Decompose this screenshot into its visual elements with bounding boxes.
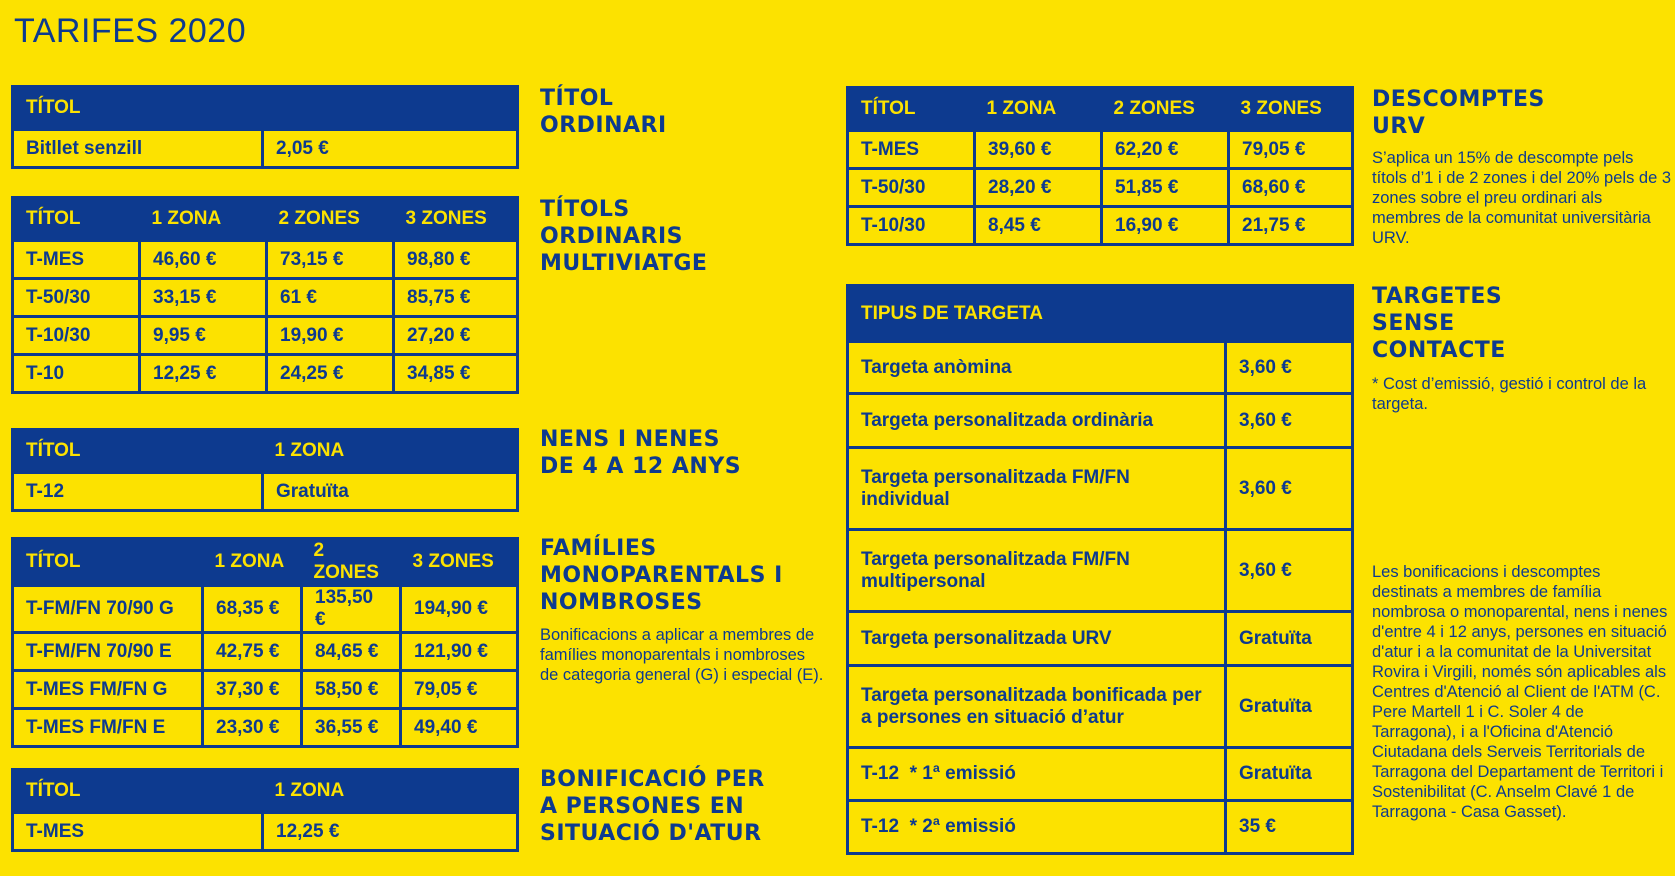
- footer-note: Les bonificacions i descomptes destinats a membres de família nombrosa o monoparental, nens i nenes d'entre 4 i 12 anys, persones en situació d'atur i a la comunitat de la Universitat Rovira i Virgili, només són aplicables als Centres d'Atenció al Client de l'ATM (C. Pere Martell 1 i C. Soler 4 de Tarragona), i a l'Oficina d'Atenció Ciutadana dels Serveis Territorials de Tarragona del Departament de Territori i Sostenibilitat (C. Anselm Clavé 1 de Tarragona - Casa Gasset).: [1372, 563, 1668, 821]
- table-row: Targeta personalitzada URV Gratuïta: [848, 612, 1353, 666]
- ordinari-table: [11, 85, 519, 169]
- table-header: TÍTOL: [13, 198, 140, 241]
- table-header: 1 ZONA: [140, 198, 267, 241]
- table-header: 2 ZONES: [302, 539, 401, 586]
- urv-heading: DESCOMPTES URV: [1372, 87, 1545, 139]
- targetes-heading: TARGETES SENSE CONTACTE: [1372, 284, 1506, 363]
- table-row: Targeta personalitzada FM/FN individual 3,60 €: [848, 448, 1353, 530]
- table-header: 1 ZONA: [203, 539, 302, 586]
- families-table: [11, 537, 519, 748]
- table-header: 3 ZONES: [1229, 88, 1353, 131]
- urv-description: S’aplica un 15% de descompte pels títols d’1 i de 2 zones i del 20% pels de 3 zones sobre el preu ordinari als membres de la comunitat universitària URV.: [1372, 149, 1672, 247]
- page-title: TARIFES 2020: [14, 12, 247, 50]
- table-row: Targeta personalitzada bonificada per a persones en situació d’atur Gratuïta: [848, 666, 1353, 748]
- multiviatge-table: [11, 196, 519, 394]
- table-row: T-50/30 28,20 € 51,85 € 68,60 €: [848, 169, 1353, 207]
- table-row: T-12 * 1ª emissió Gratuïta: [848, 748, 1353, 801]
- table-header: 1 ZONA: [263, 430, 518, 473]
- table-row: T-MES 12,25 €: [13, 813, 518, 851]
- table-header: 1 ZONA: [263, 770, 518, 813]
- families-heading: FAMÍLIES MONOPARENTALS I NOMBROSES: [540, 536, 783, 615]
- table-row: T-10/30 9,95 € 19,90 € 27,20 €: [13, 317, 518, 355]
- multiviatge-heading: TÍTOLS ORDINARIS MULTIVIATGE: [540, 197, 708, 276]
- table-header: TÍTOL: [848, 88, 975, 131]
- table-row: Bitllet senzill 2,05 €: [13, 130, 518, 168]
- table-header: 2 ZONES: [1102, 88, 1229, 131]
- atur-heading: BONIFICACIÓ PER A PERSONES EN SITUACIÓ D'ATUR: [540, 767, 765, 846]
- table-row: T-MES 46,60 € 73,15 € 98,80 €: [13, 241, 518, 279]
- table-row: T-12 * 2ª emissió 35 €: [848, 801, 1353, 854]
- table-row: T-10 12,25 € 24,25 € 34,85 €: [13, 355, 518, 393]
- urv-table: [846, 86, 1354, 246]
- table-row: Targeta anòmina 3,60 €: [848, 342, 1353, 394]
- table-header: 3 ZONES: [401, 539, 518, 586]
- table-row: T-MES FM/FN G 37,30 € 58,50 € 79,05 €: [13, 671, 518, 709]
- ordinari-heading: TÍTOL ORDINARI: [540, 86, 667, 138]
- table-header: 3 ZONES: [394, 198, 518, 241]
- table-header: 2 ZONES: [267, 198, 394, 241]
- table-header: TÍTOL: [13, 430, 263, 473]
- targetes-note: * Cost d’emissió, gestió i control de la targeta.: [1372, 375, 1647, 413]
- table-row: T-MES FM/FN E 23,30 € 36,55 € 49,40 €: [13, 709, 518, 747]
- table-row: T-50/30 33,15 € 61 € 85,75 €: [13, 279, 518, 317]
- table-header: TÍTOL: [13, 87, 518, 130]
- families-description: Bonificacions a aplicar a membres de famílies monoparentals i nombroses de categoria general (G) i especial (E).: [540, 626, 824, 684]
- table-header: TIPUS DE TARGETA: [848, 286, 1353, 342]
- table-header: TÍTOL: [13, 539, 203, 586]
- table-row: T-FM/FN 70/90 G 68,35 € 135,50 € 194,90 €: [13, 586, 518, 633]
- nens-table: [11, 428, 519, 512]
- table-row: Targeta personalitzada FM/FN multipersonal 3,60 €: [848, 530, 1353, 612]
- table-header: 1 ZONA: [975, 88, 1102, 131]
- table-row: T-10/30 8,45 € 16,90 € 21,75 €: [848, 207, 1353, 245]
- table-header: TÍTOL: [13, 770, 263, 813]
- nens-heading: NENS I NENES DE 4 A 12 ANYS: [540, 427, 742, 479]
- table-row: T-MES 39,60 € 62,20 € 79,05 €: [848, 131, 1353, 169]
- atur-table: [11, 768, 519, 852]
- table-row: T-12 Gratuïta: [13, 473, 518, 511]
- targetes-table: [846, 284, 1354, 855]
- table-row: Targeta personalitzada ordinària 3,60 €: [848, 394, 1353, 448]
- table-row: T-FM/FN 70/90 E 42,75 € 84,65 € 121,90 €: [13, 633, 518, 671]
